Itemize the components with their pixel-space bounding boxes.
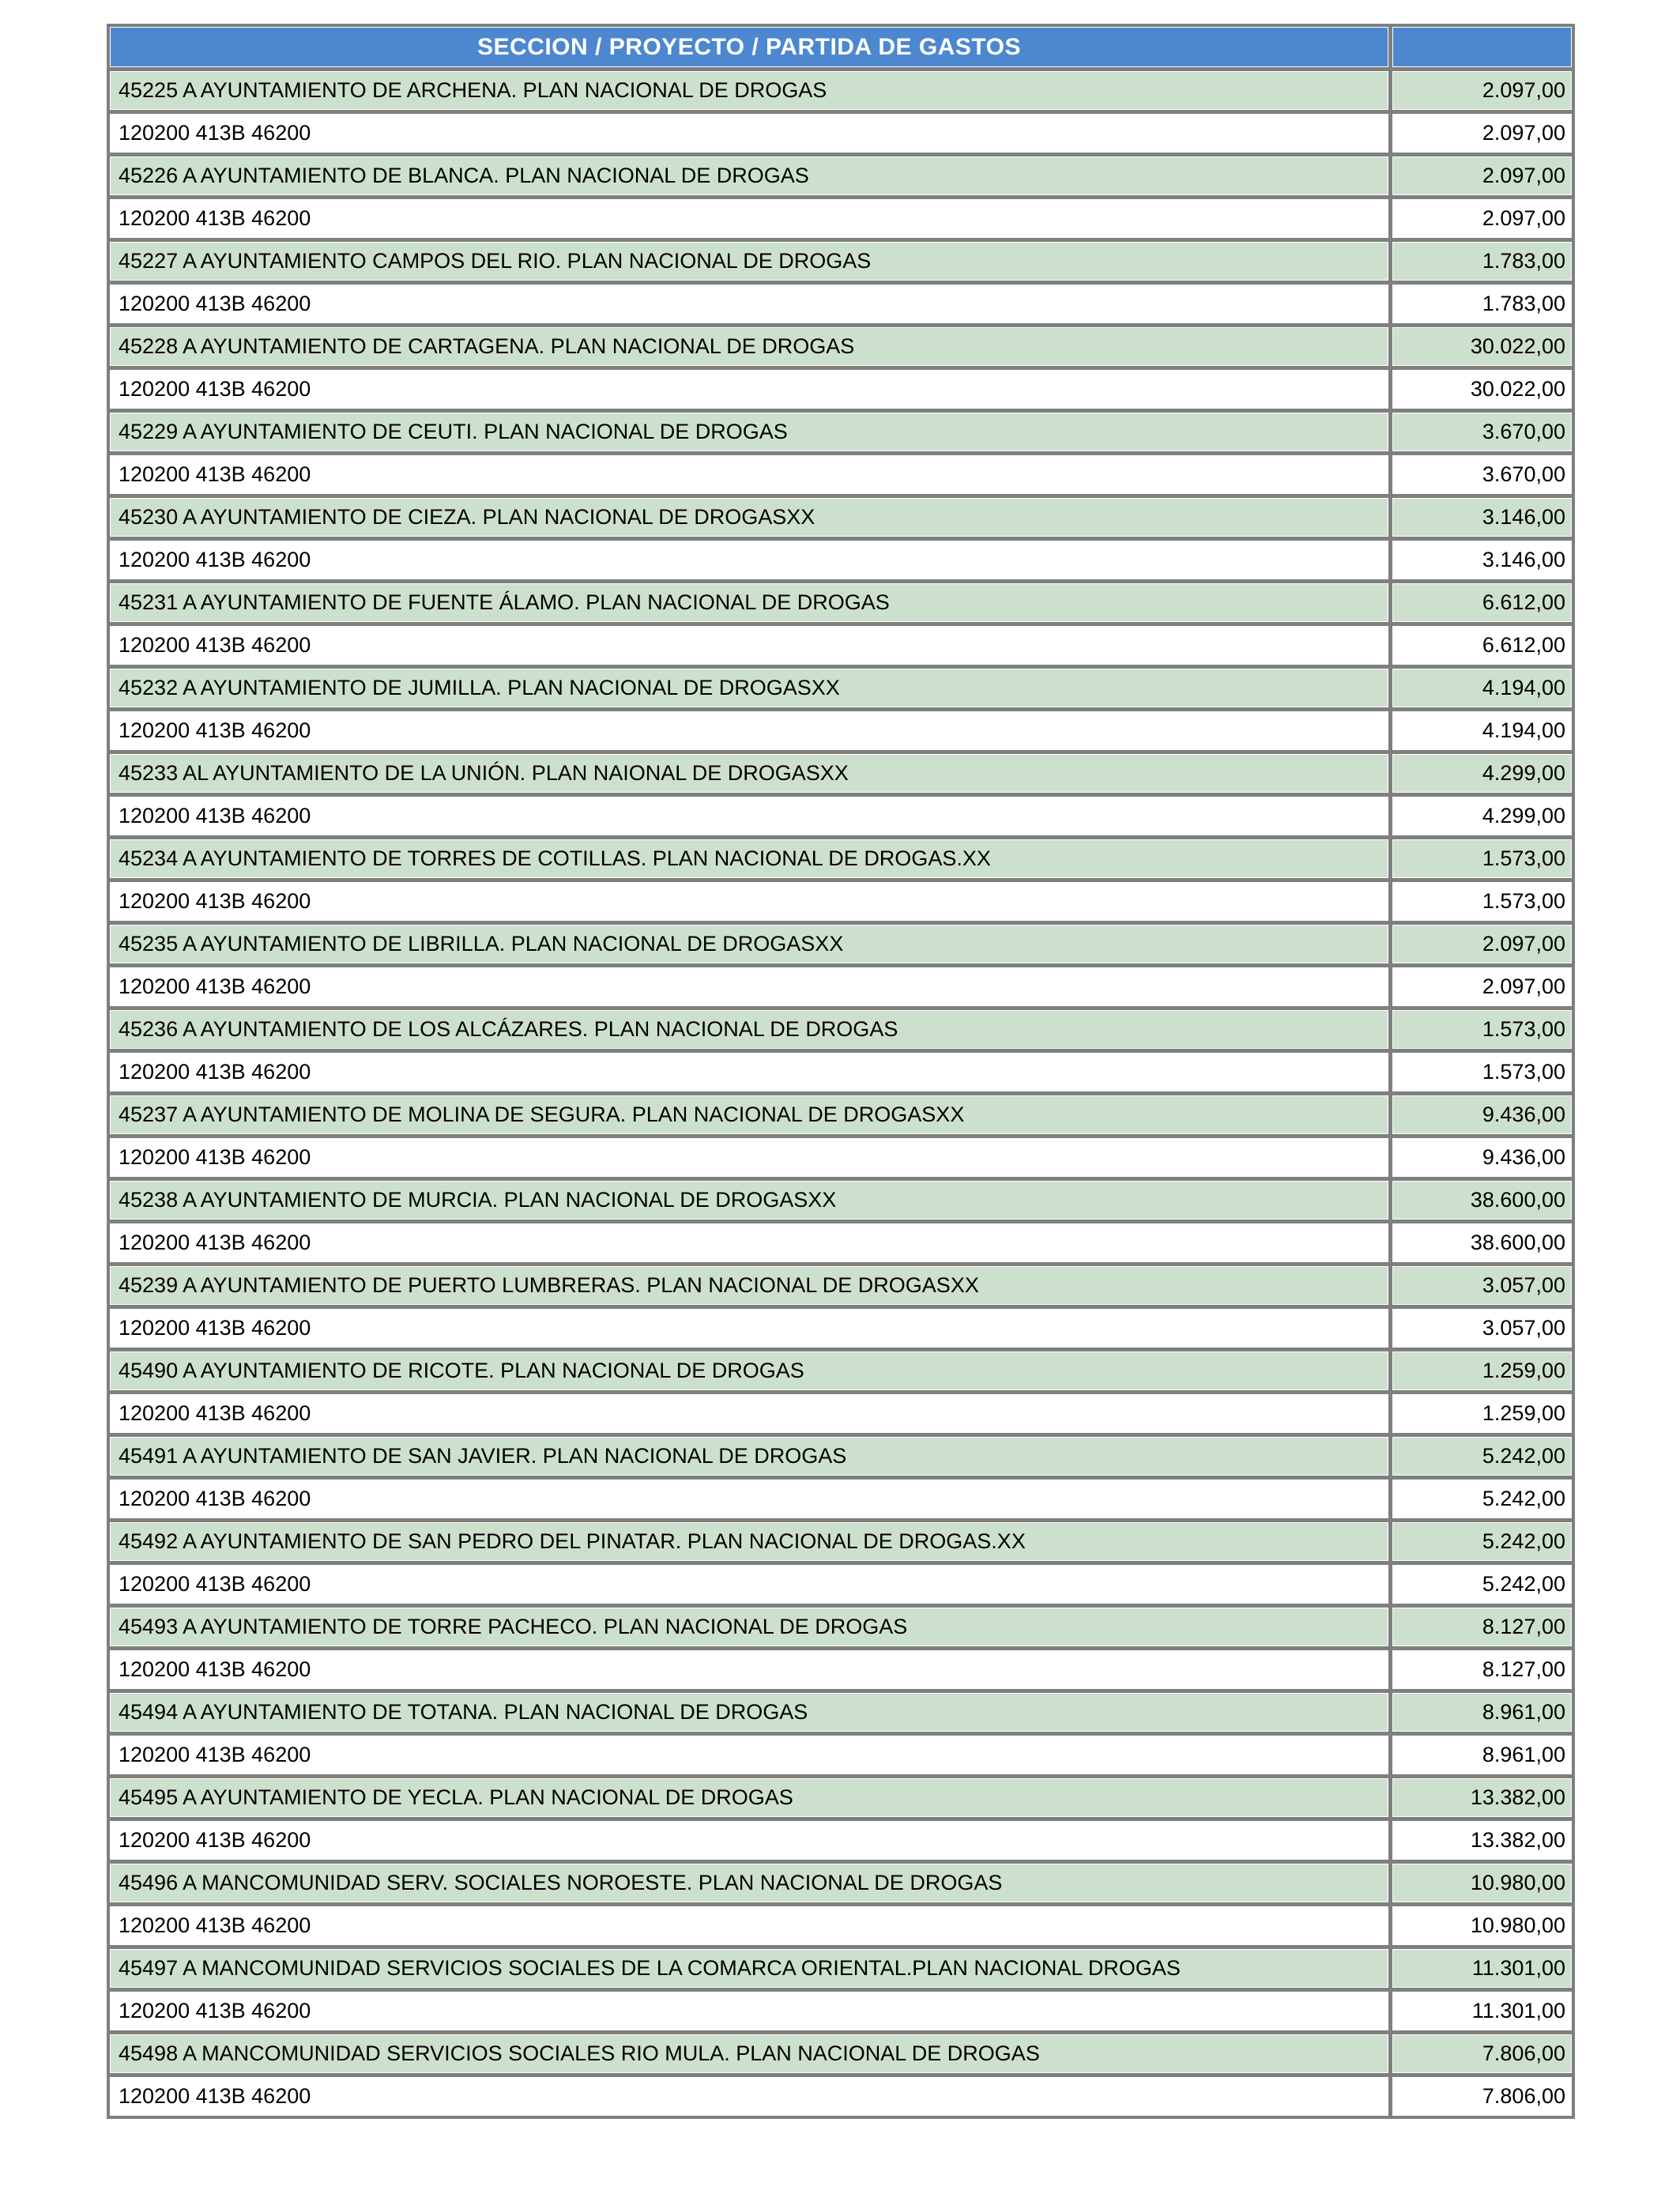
project-label: 45493 A AYUNTAMIENTO DE TORRE PACHECO. PLAN NACIONAL DE DROGAS bbox=[111, 1608, 1388, 1646]
project-row bbox=[111, 1523, 1571, 1560]
partida-row bbox=[111, 883, 1571, 920]
project-amount: 4.194,00 bbox=[1393, 669, 1571, 707]
partida-amount: 4.194,00 bbox=[1393, 712, 1571, 749]
partida-row bbox=[111, 1054, 1571, 1091]
partida-row bbox=[111, 115, 1571, 152]
project-row bbox=[111, 1950, 1571, 1987]
project-label: 45498 A MANCOMUNIDAD SERVICIOS SOCIALES RIO MULA. PLAN NACIONAL DE DROGAS bbox=[111, 2035, 1388, 2072]
project-label: 45233 AL AYUNTAMIENTO DE LA UNIÓN. PLAN NAIONAL DE DROGASXX bbox=[111, 755, 1388, 792]
project-label: 45236 A AYUNTAMIENTO DE LOS ALCÁZARES. PLAN NACIONAL DE DROGAS bbox=[111, 1011, 1388, 1048]
partida-amount: 2.097,00 bbox=[1393, 115, 1571, 152]
partida-row bbox=[111, 1139, 1571, 1176]
partida-row bbox=[111, 1651, 1571, 1688]
partida-label: 120200 413B 46200 bbox=[111, 1566, 1388, 1603]
partida-row bbox=[111, 712, 1571, 749]
partida-label: 120200 413B 46200 bbox=[111, 1224, 1388, 1261]
project-row bbox=[111, 1779, 1571, 1816]
partida-label: 120200 413B 46200 bbox=[111, 1651, 1388, 1688]
project-row bbox=[111, 1096, 1571, 1133]
partida-amount: 5.242,00 bbox=[1393, 1566, 1571, 1603]
project-label: 45490 A AYUNTAMIENTO DE RICOTE. PLAN NACIONAL DE DROGAS bbox=[111, 1352, 1388, 1389]
project-amount: 1.573,00 bbox=[1393, 1011, 1571, 1048]
budget-table bbox=[105, 22, 1576, 2120]
project-label: 45495 A AYUNTAMIENTO DE YECLA. PLAN NACIONAL DE DROGAS bbox=[111, 1779, 1388, 1816]
project-label: 45229 A AYUNTAMIENTO DE CEUTI. PLAN NACIONAL DE DROGAS bbox=[111, 413, 1388, 450]
partida-row bbox=[111, 1992, 1571, 2030]
project-label: 45227 A AYUNTAMIENTO CAMPOS DEL RIO. PLAN NACIONAL DE DROGAS bbox=[111, 243, 1388, 280]
project-label: 45235 A AYUNTAMIENTO DE LIBRILLA. PLAN NACIONAL DE DROGASXX bbox=[111, 925, 1388, 963]
partida-label: 120200 413B 46200 bbox=[111, 1139, 1388, 1176]
partida-label: 120200 413B 46200 bbox=[111, 627, 1388, 664]
project-row bbox=[111, 1011, 1571, 1048]
partida-amount: 8.127,00 bbox=[1393, 1651, 1571, 1688]
partida-amount: 7.806,00 bbox=[1393, 2078, 1571, 2115]
partida-amount: 1.573,00 bbox=[1393, 883, 1571, 920]
partida-label: 120200 413B 46200 bbox=[111, 1907, 1388, 1944]
project-label: 45239 A AYUNTAMIENTO DE PUERTO LUMBRERAS. PLAN NACIONAL DE DROGASXX bbox=[111, 1267, 1388, 1304]
project-row bbox=[111, 243, 1571, 280]
project-amount: 2.097,00 bbox=[1393, 157, 1571, 194]
partida-amount: 9.436,00 bbox=[1393, 1139, 1571, 1176]
table-body bbox=[111, 72, 1571, 2115]
project-row bbox=[111, 1608, 1571, 1646]
partida-label: 120200 413B 46200 bbox=[111, 1822, 1388, 1859]
partida-amount: 6.612,00 bbox=[1393, 627, 1571, 664]
partida-amount: 4.299,00 bbox=[1393, 797, 1571, 835]
project-row bbox=[111, 1352, 1571, 1389]
project-row bbox=[111, 1438, 1571, 1475]
partida-label: 120200 413B 46200 bbox=[111, 115, 1388, 152]
project-label: 45225 A AYUNTAMIENTO DE ARCHENA. PLAN NACIONAL DE DROGAS bbox=[111, 72, 1388, 109]
partida-row bbox=[111, 1907, 1571, 1944]
partida-label: 120200 413B 46200 bbox=[111, 797, 1388, 835]
partida-label: 120200 413B 46200 bbox=[111, 968, 1388, 1005]
project-amount: 13.382,00 bbox=[1393, 1779, 1571, 1816]
project-amount: 11.301,00 bbox=[1393, 1950, 1571, 1987]
partida-row bbox=[111, 2078, 1571, 2115]
project-row bbox=[111, 755, 1571, 792]
partida-label: 120200 413B 46200 bbox=[111, 1992, 1388, 2030]
partida-amount: 3.670,00 bbox=[1393, 456, 1571, 493]
partida-row bbox=[111, 285, 1571, 322]
project-label: 45494 A AYUNTAMIENTO DE TOTANA. PLAN NACIONAL DE DROGAS bbox=[111, 1694, 1388, 1731]
partida-amount: 13.382,00 bbox=[1393, 1822, 1571, 1859]
project-row bbox=[111, 1694, 1571, 1731]
partida-row bbox=[111, 1566, 1571, 1603]
project-row bbox=[111, 499, 1571, 536]
partida-row bbox=[111, 797, 1571, 835]
project-amount: 5.242,00 bbox=[1393, 1523, 1571, 1560]
partida-label: 120200 413B 46200 bbox=[111, 883, 1388, 920]
project-row bbox=[111, 840, 1571, 877]
partida-row bbox=[111, 456, 1571, 493]
project-row bbox=[111, 328, 1571, 365]
project-amount: 1.573,00 bbox=[1393, 840, 1571, 877]
project-amount: 2.097,00 bbox=[1393, 925, 1571, 963]
project-amount: 9.436,00 bbox=[1393, 1096, 1571, 1133]
project-row bbox=[111, 413, 1571, 450]
header-row bbox=[111, 28, 1571, 66]
partida-amount: 3.146,00 bbox=[1393, 541, 1571, 579]
partida-row bbox=[111, 541, 1571, 579]
header-cell-seccion-proyecto-partida: SECCION / PROYECTO / PARTIDA DE GASTOS bbox=[111, 28, 1388, 66]
project-label: 45491 A AYUNTAMIENTO DE SAN JAVIER. PLAN NACIONAL DE DROGAS bbox=[111, 1438, 1388, 1475]
project-label: 45492 A AYUNTAMIENTO DE SAN PEDRO DEL PINATAR. PLAN NACIONAL DE DROGAS.XX bbox=[111, 1523, 1388, 1560]
partida-amount: 8.961,00 bbox=[1393, 1736, 1571, 1774]
partida-row bbox=[111, 968, 1571, 1005]
table-header bbox=[111, 28, 1571, 66]
project-amount: 3.670,00 bbox=[1393, 413, 1571, 450]
header-cell-amount bbox=[1393, 28, 1571, 66]
partida-label: 120200 413B 46200 bbox=[111, 200, 1388, 237]
project-label: 45232 A AYUNTAMIENTO DE JUMILLA. PLAN NACIONAL DE DROGASXX bbox=[111, 669, 1388, 707]
project-amount: 4.299,00 bbox=[1393, 755, 1571, 792]
project-amount: 6.612,00 bbox=[1393, 584, 1571, 621]
project-label: 45237 A AYUNTAMIENTO DE MOLINA DE SEGURA. PLAN NACIONAL DE DROGASXX bbox=[111, 1096, 1388, 1133]
project-label: 45228 A AYUNTAMIENTO DE CARTAGENA. PLAN NACIONAL DE DROGAS bbox=[111, 328, 1388, 365]
partida-label: 120200 413B 46200 bbox=[111, 285, 1388, 322]
partida-row bbox=[111, 1310, 1571, 1347]
project-amount: 5.242,00 bbox=[1393, 1438, 1571, 1475]
partida-label: 120200 413B 46200 bbox=[111, 2078, 1388, 2115]
project-label: 45230 A AYUNTAMIENTO DE CIEZA. PLAN NACIONAL DE DROGASXX bbox=[111, 499, 1388, 536]
project-row bbox=[111, 1267, 1571, 1304]
partida-row bbox=[111, 1736, 1571, 1774]
partida-label: 120200 413B 46200 bbox=[111, 456, 1388, 493]
project-row bbox=[111, 1182, 1571, 1219]
partida-amount: 30.022,00 bbox=[1393, 371, 1571, 408]
project-amount: 3.057,00 bbox=[1393, 1267, 1571, 1304]
project-amount: 7.806,00 bbox=[1393, 2035, 1571, 2072]
partida-label: 120200 413B 46200 bbox=[111, 541, 1388, 579]
project-label: 45234 A AYUNTAMIENTO DE TORRES DE COTILLAS. PLAN NACIONAL DE DROGAS.XX bbox=[111, 840, 1388, 877]
partida-row bbox=[111, 200, 1571, 237]
project-amount: 8.127,00 bbox=[1393, 1608, 1571, 1646]
partida-row bbox=[111, 627, 1571, 664]
partida-amount: 1.573,00 bbox=[1393, 1054, 1571, 1091]
project-label: 45238 A AYUNTAMIENTO DE MURCIA. PLAN NACIONAL DE DROGASXX bbox=[111, 1182, 1388, 1219]
partida-amount: 1.259,00 bbox=[1393, 1395, 1571, 1432]
partida-row bbox=[111, 1822, 1571, 1859]
partida-row bbox=[111, 1224, 1571, 1261]
partida-label: 120200 413B 46200 bbox=[111, 1480, 1388, 1517]
partida-amount: 11.301,00 bbox=[1393, 1992, 1571, 2030]
project-row bbox=[111, 2035, 1571, 2072]
project-amount: 1.259,00 bbox=[1393, 1352, 1571, 1389]
project-amount: 38.600,00 bbox=[1393, 1182, 1571, 1219]
partida-row bbox=[111, 1395, 1571, 1432]
partida-label: 120200 413B 46200 bbox=[111, 371, 1388, 408]
project-amount: 30.022,00 bbox=[1393, 328, 1571, 365]
project-amount: 3.146,00 bbox=[1393, 499, 1571, 536]
partida-label: 120200 413B 46200 bbox=[111, 1736, 1388, 1774]
partida-amount: 10.980,00 bbox=[1393, 1907, 1571, 1944]
partida-amount: 38.600,00 bbox=[1393, 1224, 1571, 1261]
project-label: 45497 A MANCOMUNIDAD SERVICIOS SOCIALES DE LA COMARCA ORIENTAL.PLAN NACIONAL DROGAS bbox=[111, 1950, 1388, 1987]
project-amount: 8.961,00 bbox=[1393, 1694, 1571, 1731]
partida-amount: 2.097,00 bbox=[1393, 968, 1571, 1005]
partida-amount: 5.242,00 bbox=[1393, 1480, 1571, 1517]
partida-label: 120200 413B 46200 bbox=[111, 1054, 1388, 1091]
project-label: 45496 A MANCOMUNIDAD SERV. SOCIALES NOROESTE. PLAN NACIONAL DE DROGAS bbox=[111, 1864, 1388, 1902]
project-row bbox=[111, 925, 1571, 963]
project-amount: 1.783,00 bbox=[1393, 243, 1571, 280]
project-row bbox=[111, 1864, 1571, 1902]
project-row bbox=[111, 669, 1571, 707]
partida-amount: 3.057,00 bbox=[1393, 1310, 1571, 1347]
project-amount: 2.097,00 bbox=[1393, 72, 1571, 109]
partida-label: 120200 413B 46200 bbox=[111, 1310, 1388, 1347]
project-row bbox=[111, 72, 1571, 109]
partida-label: 120200 413B 46200 bbox=[111, 1395, 1388, 1432]
project-amount: 10.980,00 bbox=[1393, 1864, 1571, 1902]
partida-row bbox=[111, 1480, 1571, 1517]
partida-amount: 2.097,00 bbox=[1393, 200, 1571, 237]
project-label: 45226 A AYUNTAMIENTO DE BLANCA. PLAN NACIONAL DE DROGAS bbox=[111, 157, 1388, 194]
partida-row bbox=[111, 371, 1571, 408]
partida-amount: 1.783,00 bbox=[1393, 285, 1571, 322]
project-row bbox=[111, 584, 1571, 621]
project-label: 45231 A AYUNTAMIENTO DE FUENTE ÁLAMO. PLAN NACIONAL DE DROGAS bbox=[111, 584, 1388, 621]
partida-label: 120200 413B 46200 bbox=[111, 712, 1388, 749]
project-row bbox=[111, 157, 1571, 194]
